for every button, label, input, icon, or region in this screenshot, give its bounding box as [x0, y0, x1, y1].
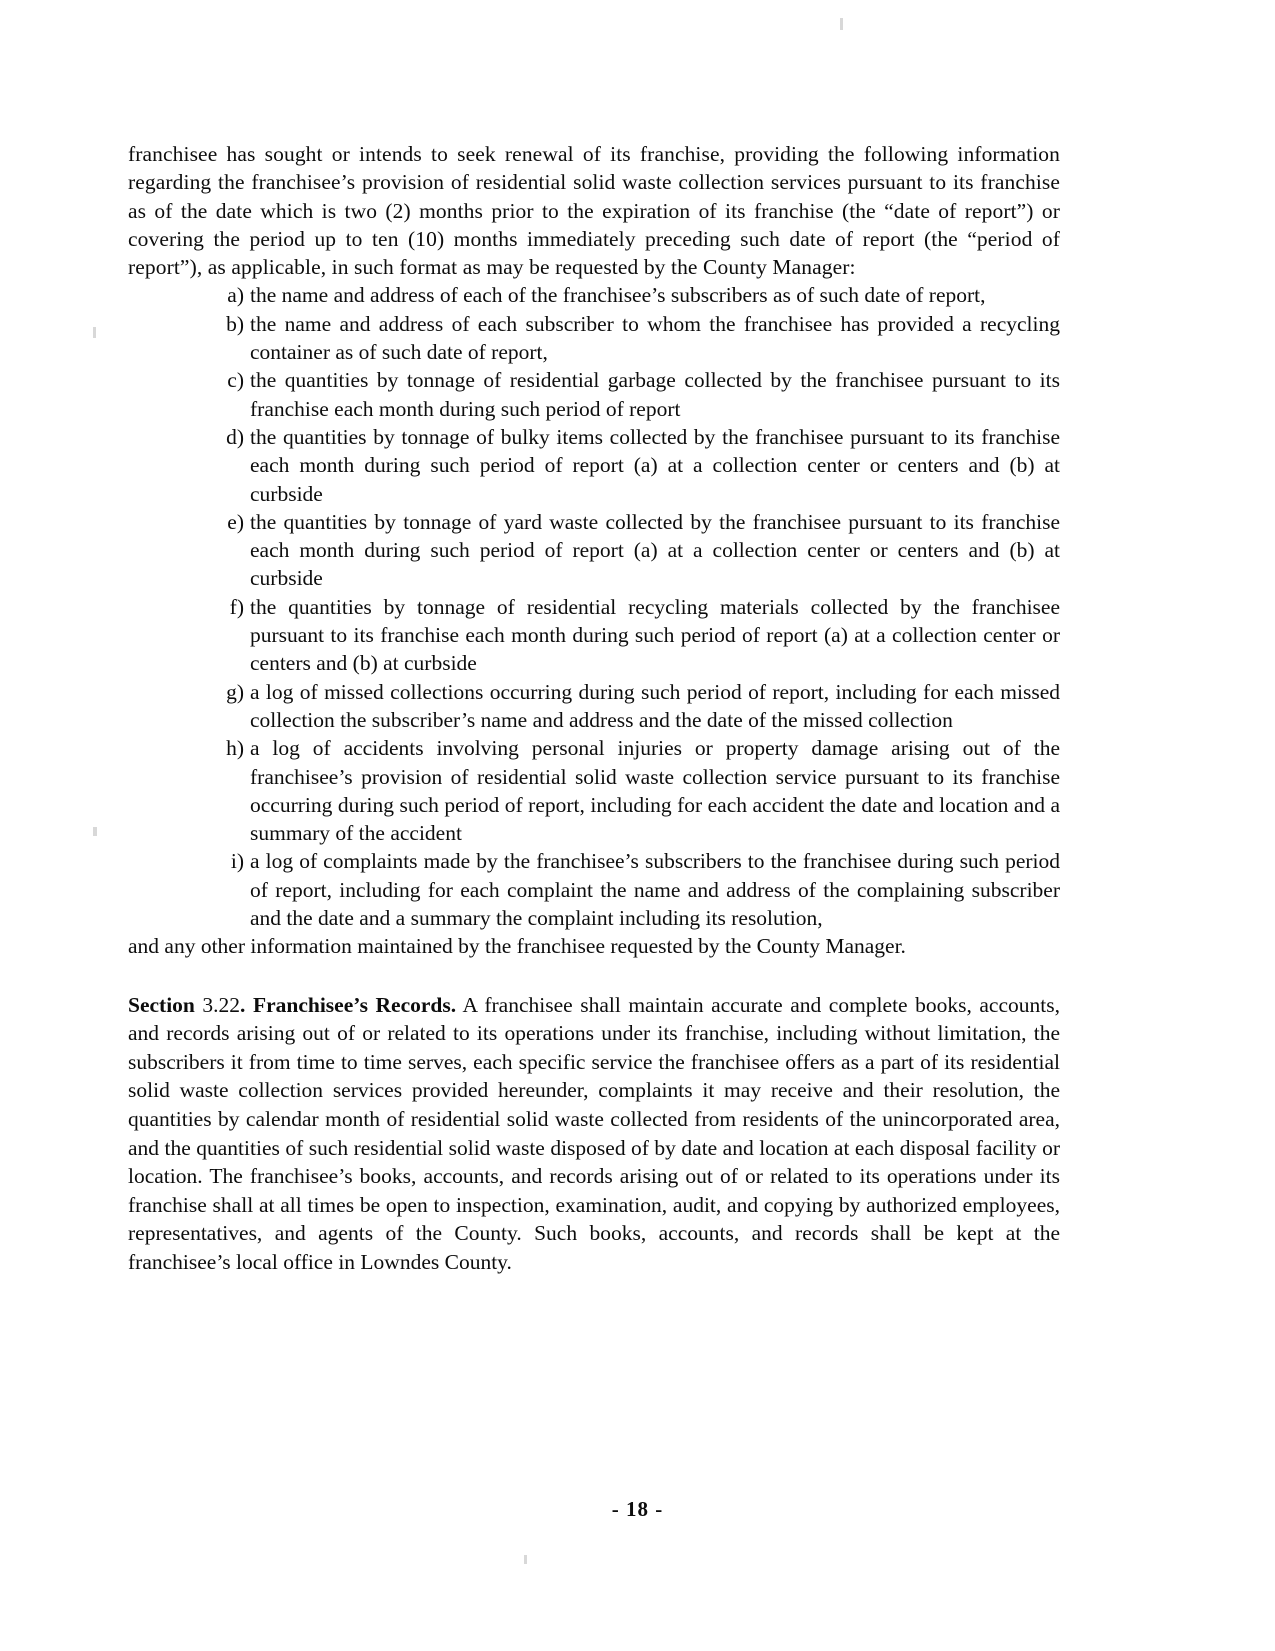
list-item-text: the quantities by tonnage of yard waste collected by the franchisee pursuant to its franchise each month during such period of report (a) at a collection center or centers and (b) at curbside: [250, 509, 1060, 591]
closing-line: and any other information maintained by the franchisee requested by the County Manager.: [128, 934, 906, 959]
list-item: [210, 847, 1060, 932]
scan-speck: [93, 327, 96, 338]
list-item: [210, 366, 1060, 423]
list-item-marker: d): [226, 424, 244, 449]
list-item-marker: e): [227, 509, 244, 534]
section-body-text: A franchisee shall maintain accurate and complete books, accounts, and records arising out of or related to its operations under its franchise, including without limitation, the subscribers it from time to time serves, each specific service the franchisee offers as a part of its residential solid waste collection services provided hereunder, complaints it may receive and their resolution, the quantities by calendar month of residential solid waste collected from residents of the unincorporated area, and the quantities of such residential solid waste disposed of by date and location at each disposal facility or location. The franchisee’s books, accounts, and records arising out of or related to its operations under its franchise shall at all times be open to inspection, examination, audit, and copying by authorized employees, representatives, and agents of the County. Such books, accounts, and records shall be kept at the franchisee’s local office in Lowndes County.: [128, 992, 1060, 1274]
enumerated-list: [128, 281, 1060, 932]
scan-speck: [93, 827, 97, 836]
list-item-marker: c): [227, 368, 244, 393]
list-item: [210, 310, 1060, 367]
list-item-marker: f): [229, 594, 244, 619]
list-item-marker: b): [226, 311, 244, 336]
list-item: [210, 508, 1060, 593]
section-number: 3.22: [194, 992, 241, 1017]
scan-speck: [840, 18, 843, 30]
list-item-text: a log of missed collections occurring during such period of report, including for each missed collection the subscriber’s name and address and the date of the missed collection: [250, 679, 1060, 732]
list-item-marker: g): [226, 679, 244, 704]
list-item-text: the quantities by tonnage of residential garbage collected by the franchisee pursuant to its franchise each month during such period of report: [250, 368, 1060, 421]
page-body: [128, 140, 1060, 1277]
list-item-marker: h): [226, 736, 244, 761]
list-item-text: the name and address of each of the franchisee’s subscribers as of such date of report,: [250, 283, 986, 308]
list-item-text: a log of accidents involving personal injuries or property damage arising out of the franchisee’s provision of residential solid waste collection service pursuant to its franchise occurring during such period of report, including for each accident the date and location and a summary of the accident: [250, 736, 1060, 846]
list-item-text: the quantities by tonnage of residential recycling materials collected by the franchisee pursuant to its franchise each month during such period of report (a) at a collection center or centers and (b) at curbside: [250, 594, 1060, 676]
scan-speck: [524, 1555, 527, 1564]
list-item-text: a log of complaints made by the franchisee’s subscribers to the franchisee during such period of report, including for each complaint the name and address of the complaining subscriber and the date and a summary the complaint including its resolution,: [250, 849, 1060, 931]
list-item: [210, 423, 1060, 508]
page-number: - 18 -: [611, 1497, 664, 1521]
list-item: [210, 593, 1060, 678]
section-paragraph: [128, 991, 1060, 1277]
list-item-marker: a): [227, 283, 244, 308]
section-label: Section: [128, 992, 195, 1017]
lead-paragraph: franchisee has sought or intends to seek renewal of its franchise, providing the following information regarding the franchisee’s provision of residential solid waste collection services pursuant to its franchise as of the date which is two (2) months prior to the expiration of its franchise (the “date of report”) or covering the period up to ten (10) months immediately preceding such date of report (the “period of report”), as applicable, in such format as may be requested by the County Manager:: [128, 142, 1060, 280]
list-item: [210, 734, 1060, 847]
list-item: [210, 678, 1060, 735]
section-3-22: [128, 991, 1060, 1277]
section-title: . Franchisee’s Records.: [240, 992, 457, 1017]
list-item-marker: i): [230, 849, 244, 874]
list-item-text: the name and address of each subscriber to whom the franchisee has provided a recycling container as of such date of report,: [250, 311, 1060, 365]
list-item: [210, 281, 1060, 309]
list-item-text: the quantities by tonnage of bulky items collected by the franchisee pursuant to its franchise each month during such period of report (a) at a collection center or centers and (b) at curbside: [250, 424, 1060, 506]
